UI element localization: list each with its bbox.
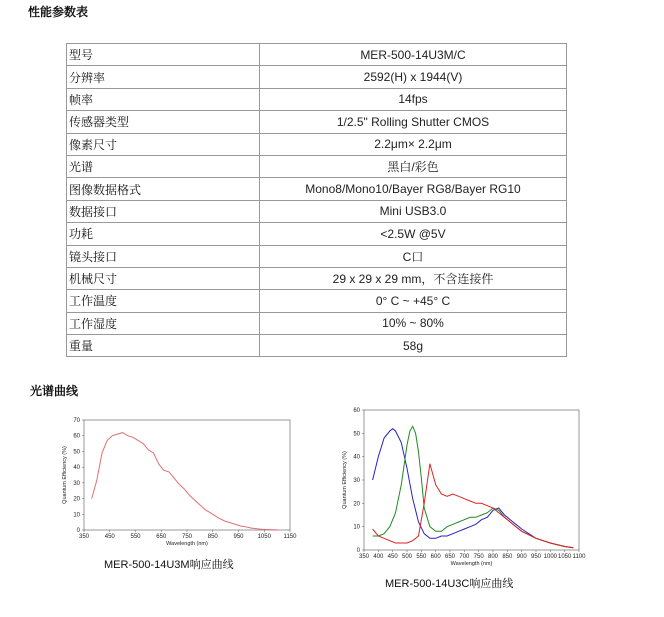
spec-value: 58g [260,335,567,357]
x-tick-label: 850 [502,554,513,560]
spec-row [67,200,567,222]
x-tick-label: 1100 [572,554,586,560]
spec-row [67,312,567,334]
x-tick-label: 600 [430,554,441,560]
spec-value: 黑白/彩色 [260,155,567,177]
spec-value: Mini USB3.0 [260,200,567,222]
spec-row [67,133,567,155]
spec-value: MER-500-14U3M/C [260,44,567,66]
x-tick-label: 700 [459,554,470,560]
spec-row [67,111,567,133]
spec-key: 光谱 [67,155,260,177]
spec-value: 2592(H) x 1944(V) [260,66,567,88]
x-tick-label: 850 [207,534,218,540]
x-tick-label: 750 [473,554,484,560]
x-tick-label: 1000 [543,554,558,560]
x-tick-label: 750 [181,534,193,540]
series-line [92,433,277,530]
spec-row [67,44,567,66]
spec-row [67,155,567,177]
spec-value: <2.5W @5V [260,223,567,245]
spec-key: 功耗 [67,223,260,245]
y-tick-label: 40 [73,465,80,472]
spec-title: 性能参数表 [28,5,89,19]
y-tick-label: 60 [73,433,80,440]
spec-value: 2.2μm× 2.2μm [260,133,567,155]
x-tick-label: 450 [387,554,398,560]
spec-row [67,335,567,357]
x-tick-label: 400 [373,554,384,560]
mono-response-chart-svg [56,412,296,554]
plot-frame [84,420,290,530]
x-tick-label: 550 [130,534,141,540]
x-tick-label: 650 [156,534,167,540]
x-tick-label: 350 [78,534,90,540]
y-tick-label: 40 [353,454,360,461]
x-tick-label: 350 [358,554,370,560]
x-axis-label: Wavelength (nm) [166,541,208,547]
x-tick-label: 800 [487,554,499,560]
spec-row [67,267,567,289]
color-response-chart-svg [344,404,584,572]
y-tick-label: 30 [353,478,360,484]
series-line [373,429,574,548]
y-tick-label: 50 [353,431,360,438]
y-tick-label: 10 [73,512,80,519]
x-tick-label: 900 [516,554,527,560]
color-response-chart [344,404,584,572]
spec-value: 1/2.5" Rolling Shutter CMOS [260,111,567,133]
y-tick-label: 20 [353,501,360,508]
x-tick-label: 1050 [257,534,271,540]
spec-key: 数据接口 [67,200,260,222]
y-tick-label: 0 [76,528,80,534]
y-tick-label: 20 [73,496,80,503]
mono-response-chart [56,412,296,554]
y-tick-label: 60 [353,408,360,414]
spec-key: 像素尺寸 [67,133,260,155]
y-tick-label: 30 [73,480,80,487]
y-tick-label: 0 [356,548,360,554]
y-tick-label: 70 [73,418,80,424]
spec-row [67,245,567,267]
y-axis-label: Quantum Efficiency (%) [62,446,68,504]
x-tick-label: 950 [233,534,244,540]
spec-key: 镜头接口 [67,245,260,267]
plot-frame [364,410,579,550]
spec-value: C口 [260,245,567,267]
spec-key: 分辨率 [67,66,260,88]
spec-value: 14fps [260,88,567,110]
x-tick-label: 450 [104,534,115,540]
spec-value: 10% ~ 80% [260,312,567,334]
spec-key: 工作温度 [67,290,260,312]
x-tick-label: 550 [416,554,427,560]
x-tick-label: 1050 [557,554,572,560]
spec-row [67,178,567,200]
spec-row [67,88,567,110]
curve-title: 光谱曲线 [30,384,79,398]
spec-table [66,43,567,357]
color-chart-caption: MER-500-14U3C响应曲线 [385,578,514,590]
spec-value: Mono8/Mono10/Bayer RG8/Bayer RG10 [260,178,567,200]
spec-row [67,290,567,312]
y-tick-label: 50 [73,449,80,456]
x-tick-label: 950 [530,554,542,560]
spec-key: 图像数据格式 [67,178,260,200]
spec-value: 29 x 29 x 29 mm，不含连接件 [260,267,567,289]
spec-key: 工作湿度 [67,312,260,334]
y-tick-label: 10 [353,524,360,531]
x-tick-label: 500 [401,554,413,560]
spec-table-body [67,44,567,357]
y-axis-label: Quantum Efficiency (%) [342,451,348,509]
spec-key: 传感器类型 [67,111,260,133]
x-axis-label: Wavelength (nm) [450,561,493,567]
spec-value: 0° C ~ +45° C [260,290,567,312]
spec-row [67,66,567,88]
spec-row [67,223,567,245]
spec-key: 机械尺寸 [67,267,260,289]
series-line [373,426,574,547]
x-tick-label: 1150 [283,534,297,540]
x-tick-label: 650 [444,554,456,560]
spec-key: 型号 [67,44,260,66]
spec-key: 帧率 [67,88,260,110]
spec-key: 重量 [67,335,260,357]
mono-chart-caption: MER-500-14U3M响应曲线 [104,559,234,571]
